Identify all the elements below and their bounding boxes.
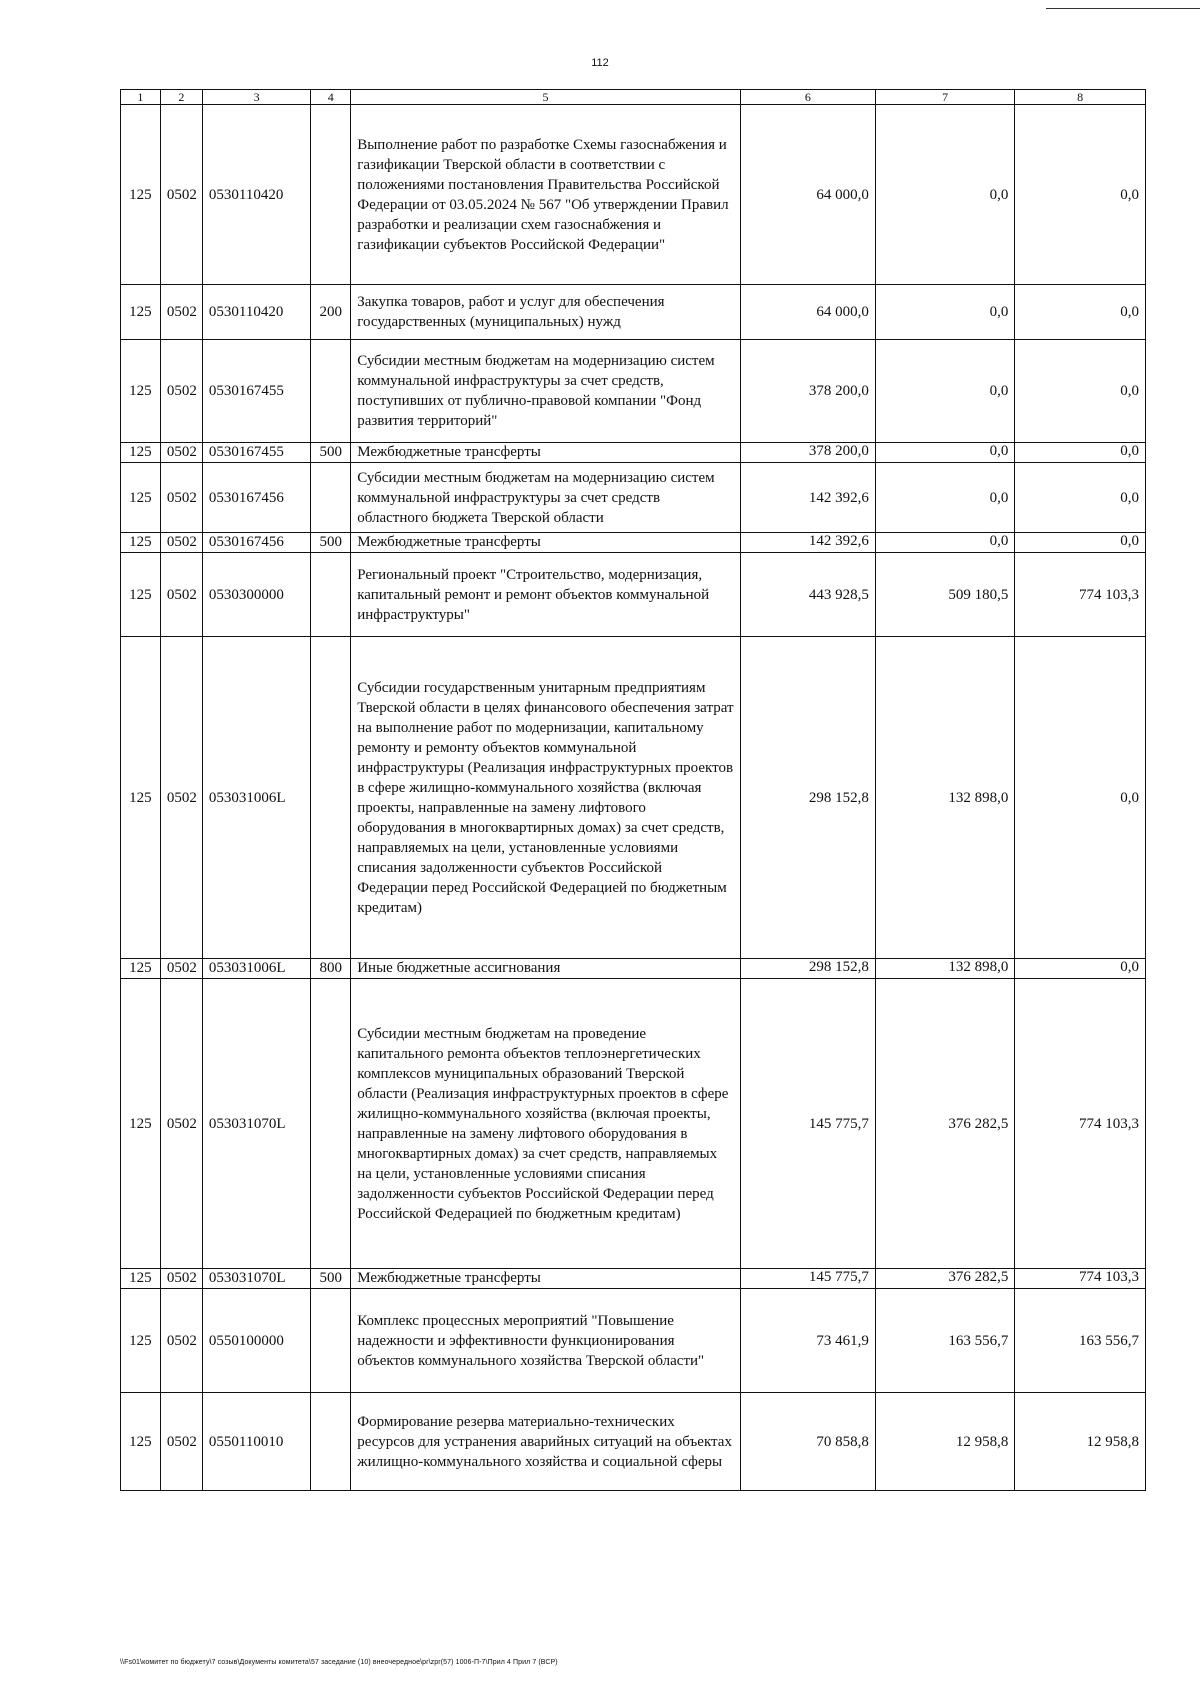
expense-type-code-cell: 500 xyxy=(311,443,351,463)
table-row xyxy=(121,979,1146,1269)
agency-code-cell: 125 xyxy=(121,1269,161,1289)
amount-2026-cell: 132 898,0 xyxy=(875,959,1014,979)
section-code-cell: 0502 xyxy=(160,340,202,443)
description-cell: Иные бюджетные ассигнования xyxy=(351,959,741,979)
amount-2026-cell: 0,0 xyxy=(875,340,1014,443)
expense-type-code-cell xyxy=(311,979,351,1269)
amount-2025-cell: 298 152,8 xyxy=(740,959,875,979)
table-row xyxy=(121,1269,1146,1289)
table-row xyxy=(121,463,1146,533)
table-row xyxy=(121,1393,1146,1491)
target-article-code-cell: 053031070L xyxy=(202,979,310,1269)
section-code-cell: 0502 xyxy=(160,533,202,553)
table-row xyxy=(121,637,1146,959)
section-code-cell: 0502 xyxy=(160,1289,202,1393)
section-code-cell: 0502 xyxy=(160,553,202,637)
expense-type-code-cell xyxy=(311,637,351,959)
table-row xyxy=(121,959,1146,979)
agency-code-cell: 125 xyxy=(121,443,161,463)
section-code-cell: 0502 xyxy=(160,285,202,340)
section-code-cell: 0502 xyxy=(160,959,202,979)
expense-type-code-cell: 500 xyxy=(311,533,351,553)
agency-code-cell: 125 xyxy=(121,533,161,553)
column-number: 6 xyxy=(740,90,875,105)
amount-2027-cell: 0,0 xyxy=(1015,463,1146,533)
agency-code-cell: 125 xyxy=(121,1393,161,1491)
amount-2025-cell: 73 461,9 xyxy=(740,1289,875,1393)
table-row xyxy=(121,340,1146,443)
expense-type-code-cell xyxy=(311,105,351,285)
column-number: 3 xyxy=(202,90,310,105)
target-article-code-cell: 0530110420 xyxy=(202,105,310,285)
section-code-cell: 0502 xyxy=(160,105,202,285)
footer-file-path: \\Fs01\комитет по бюджету\7 созыв\Документы комитета\57 заседание (10) внеочередное\pr\zpr(57) 1006-П-7\Прил 4 Прил 7 (ВСР) xyxy=(120,1659,558,1666)
amount-2025-cell: 142 392,6 xyxy=(740,463,875,533)
section-code-cell: 0502 xyxy=(160,443,202,463)
column-number-row xyxy=(121,90,1146,105)
table-row xyxy=(121,443,1146,463)
target-article-code-cell: 0530167456 xyxy=(202,533,310,553)
amount-2026-cell: 0,0 xyxy=(875,105,1014,285)
amount-2025-cell: 378 200,0 xyxy=(740,340,875,443)
amount-2026-cell: 376 282,5 xyxy=(875,979,1014,1269)
target-article-code-cell: 053031006L xyxy=(202,959,310,979)
agency-code-cell: 125 xyxy=(121,285,161,340)
agency-code-cell: 125 xyxy=(121,463,161,533)
expense-type-code-cell xyxy=(311,463,351,533)
target-article-code-cell: 0530167456 xyxy=(202,463,310,533)
description-cell: Межбюджетные трансферты xyxy=(351,533,741,553)
target-article-code-cell: 0530167455 xyxy=(202,443,310,463)
description-cell: Субсидии местным бюджетам на модернизацию систем коммунальной инфраструктуры за счет средств областного бюджета Тверской области xyxy=(351,463,741,533)
amount-2027-cell: 774 103,3 xyxy=(1015,1269,1146,1289)
table-row xyxy=(121,1289,1146,1393)
amount-2026-cell: 509 180,5 xyxy=(875,553,1014,637)
section-code-cell: 0502 xyxy=(160,637,202,959)
amount-2026-cell: 163 556,7 xyxy=(875,1289,1014,1393)
amount-2025-cell: 64 000,0 xyxy=(740,105,875,285)
target-article-code-cell: 0550110010 xyxy=(202,1393,310,1491)
expense-type-code-cell xyxy=(311,1289,351,1393)
column-number: 4 xyxy=(311,90,351,105)
section-code-cell: 0502 xyxy=(160,463,202,533)
agency-code-cell: 125 xyxy=(121,637,161,959)
agency-code-cell: 125 xyxy=(121,340,161,443)
expense-type-code-cell: 800 xyxy=(311,959,351,979)
description-cell: Межбюджетные трансферты xyxy=(351,443,741,463)
description-cell: Закупка товаров, работ и услуг для обеспечения государственных (муниципальных) нужд xyxy=(351,285,741,340)
amount-2026-cell: 0,0 xyxy=(875,463,1014,533)
amount-2026-cell: 0,0 xyxy=(875,285,1014,340)
section-code-cell: 0502 xyxy=(160,1269,202,1289)
amount-2026-cell: 376 282,5 xyxy=(875,1269,1014,1289)
amount-2026-cell: 0,0 xyxy=(875,443,1014,463)
amount-2026-cell: 132 898,0 xyxy=(875,637,1014,959)
agency-code-cell: 125 xyxy=(121,1289,161,1393)
section-code-cell: 0502 xyxy=(160,979,202,1269)
amount-2026-cell: 12 958,8 xyxy=(875,1393,1014,1491)
agency-code-cell: 125 xyxy=(121,553,161,637)
amount-2027-cell: 774 103,3 xyxy=(1015,553,1146,637)
corner-scan-line xyxy=(1046,8,1200,9)
agency-code-cell: 125 xyxy=(121,979,161,1269)
amount-2025-cell: 70 858,8 xyxy=(740,1393,875,1491)
amount-2027-cell: 0,0 xyxy=(1015,637,1146,959)
column-number: 7 xyxy=(875,90,1014,105)
amount-2025-cell: 142 392,6 xyxy=(740,533,875,553)
expense-type-code-cell xyxy=(311,340,351,443)
agency-code-cell: 125 xyxy=(121,959,161,979)
table-row xyxy=(121,533,1146,553)
expense-type-code-cell: 200 xyxy=(311,285,351,340)
agency-code-cell: 125 xyxy=(121,105,161,285)
budget-table xyxy=(120,89,1146,1491)
amount-2027-cell: 12 958,8 xyxy=(1015,1393,1146,1491)
table-row xyxy=(121,285,1146,340)
page-number: 112 xyxy=(591,57,609,69)
description-cell: Комплекс процессных мероприятий "Повышение надежности и эффективности функционирования объектов коммунального хозяйства Тверской области" xyxy=(351,1289,741,1393)
description-cell: Формирование резерва материально-технических ресурсов для устранения аварийных ситуаций на объектах жилищно-коммунального хозяйства и социальной сферы xyxy=(351,1393,741,1491)
amount-2027-cell: 0,0 xyxy=(1015,285,1146,340)
description-cell: Выполнение работ по разработке Схемы газоснабжения и газификации Тверской области в соответствии с положениями постановления Правительства Российской Федерации от 03.05.2024 № 567 "Об утверждении Правил разработки и реализации схем газоснабжения и газификации субъектов Российской Федерации" xyxy=(351,105,741,285)
amount-2025-cell: 64 000,0 xyxy=(740,285,875,340)
amount-2025-cell: 145 775,7 xyxy=(740,979,875,1269)
amount-2025-cell: 145 775,7 xyxy=(740,1269,875,1289)
amount-2027-cell: 0,0 xyxy=(1015,105,1146,285)
description-cell: Региональный проект "Строительство, модернизация, капитальный ремонт и ремонт объектов коммунальной инфраструктуры" xyxy=(351,553,741,637)
description-cell: Межбюджетные трансферты xyxy=(351,1269,741,1289)
description-cell: Субсидии местным бюджетам на модернизацию систем коммунальной инфраструктуры за счет средств, поступивших от публично-правовой компании "Фонд развития территорий" xyxy=(351,340,741,443)
target-article-code-cell: 053031006L xyxy=(202,637,310,959)
expense-type-code-cell xyxy=(311,1393,351,1491)
amount-2025-cell: 443 928,5 xyxy=(740,553,875,637)
target-article-code-cell: 0530110420 xyxy=(202,285,310,340)
amount-2027-cell: 0,0 xyxy=(1015,533,1146,553)
section-code-cell: 0502 xyxy=(160,1393,202,1491)
description-cell: Субсидии местным бюджетам на проведение капитального ремонта объектов теплоэнергетических комплексов муниципальных образований Тверской области (Реализация инфраструктурных проектов в сфере жилищно-коммунального хозяйства (включая проекты, направленные на замену лифтового оборудования в многоквартирных домах) за счет средств, направляемых на цели, установленные условиями списания задолженности субъектов Российской Федерации перед Российской Федерацией по бюджетным кредитам) xyxy=(351,979,741,1269)
description-cell: Субсидии государственным унитарным предприятиям Тверской области в целях финансового обеспечения затрат на выполнение работ по модернизации, капитальному ремонту и ремонту объектов коммунальной инфраструктуры (Реализация инфраструктурных проектов в сфере жилищно-коммунального хозяйства (включая проекты, направленные на замену лифтового оборудования в многоквартирных домах) за счет средств, направляемых на цели, установленные условиями списания задолженности субъектов Российской Федерации перед Российской Федерацией по бюджетным кредитам) xyxy=(351,637,741,959)
amount-2027-cell: 774 103,3 xyxy=(1015,979,1146,1269)
amount-2027-cell: 0,0 xyxy=(1015,959,1146,979)
column-number: 1 xyxy=(121,90,161,105)
amount-2027-cell: 163 556,7 xyxy=(1015,1289,1146,1393)
amount-2027-cell: 0,0 xyxy=(1015,340,1146,443)
amount-2025-cell: 378 200,0 xyxy=(740,443,875,463)
amount-2026-cell: 0,0 xyxy=(875,533,1014,553)
column-number: 8 xyxy=(1015,90,1146,105)
target-article-code-cell: 0550100000 xyxy=(202,1289,310,1393)
expense-type-code-cell: 500 xyxy=(311,1269,351,1289)
target-article-code-cell: 053031070L xyxy=(202,1269,310,1289)
table-row xyxy=(121,553,1146,637)
amount-2025-cell: 298 152,8 xyxy=(740,637,875,959)
amount-2027-cell: 0,0 xyxy=(1015,443,1146,463)
target-article-code-cell: 0530300000 xyxy=(202,553,310,637)
target-article-code-cell: 0530167455 xyxy=(202,340,310,443)
column-number: 5 xyxy=(351,90,741,105)
expense-type-code-cell xyxy=(311,553,351,637)
table-row xyxy=(121,105,1146,285)
column-number: 2 xyxy=(160,90,202,105)
